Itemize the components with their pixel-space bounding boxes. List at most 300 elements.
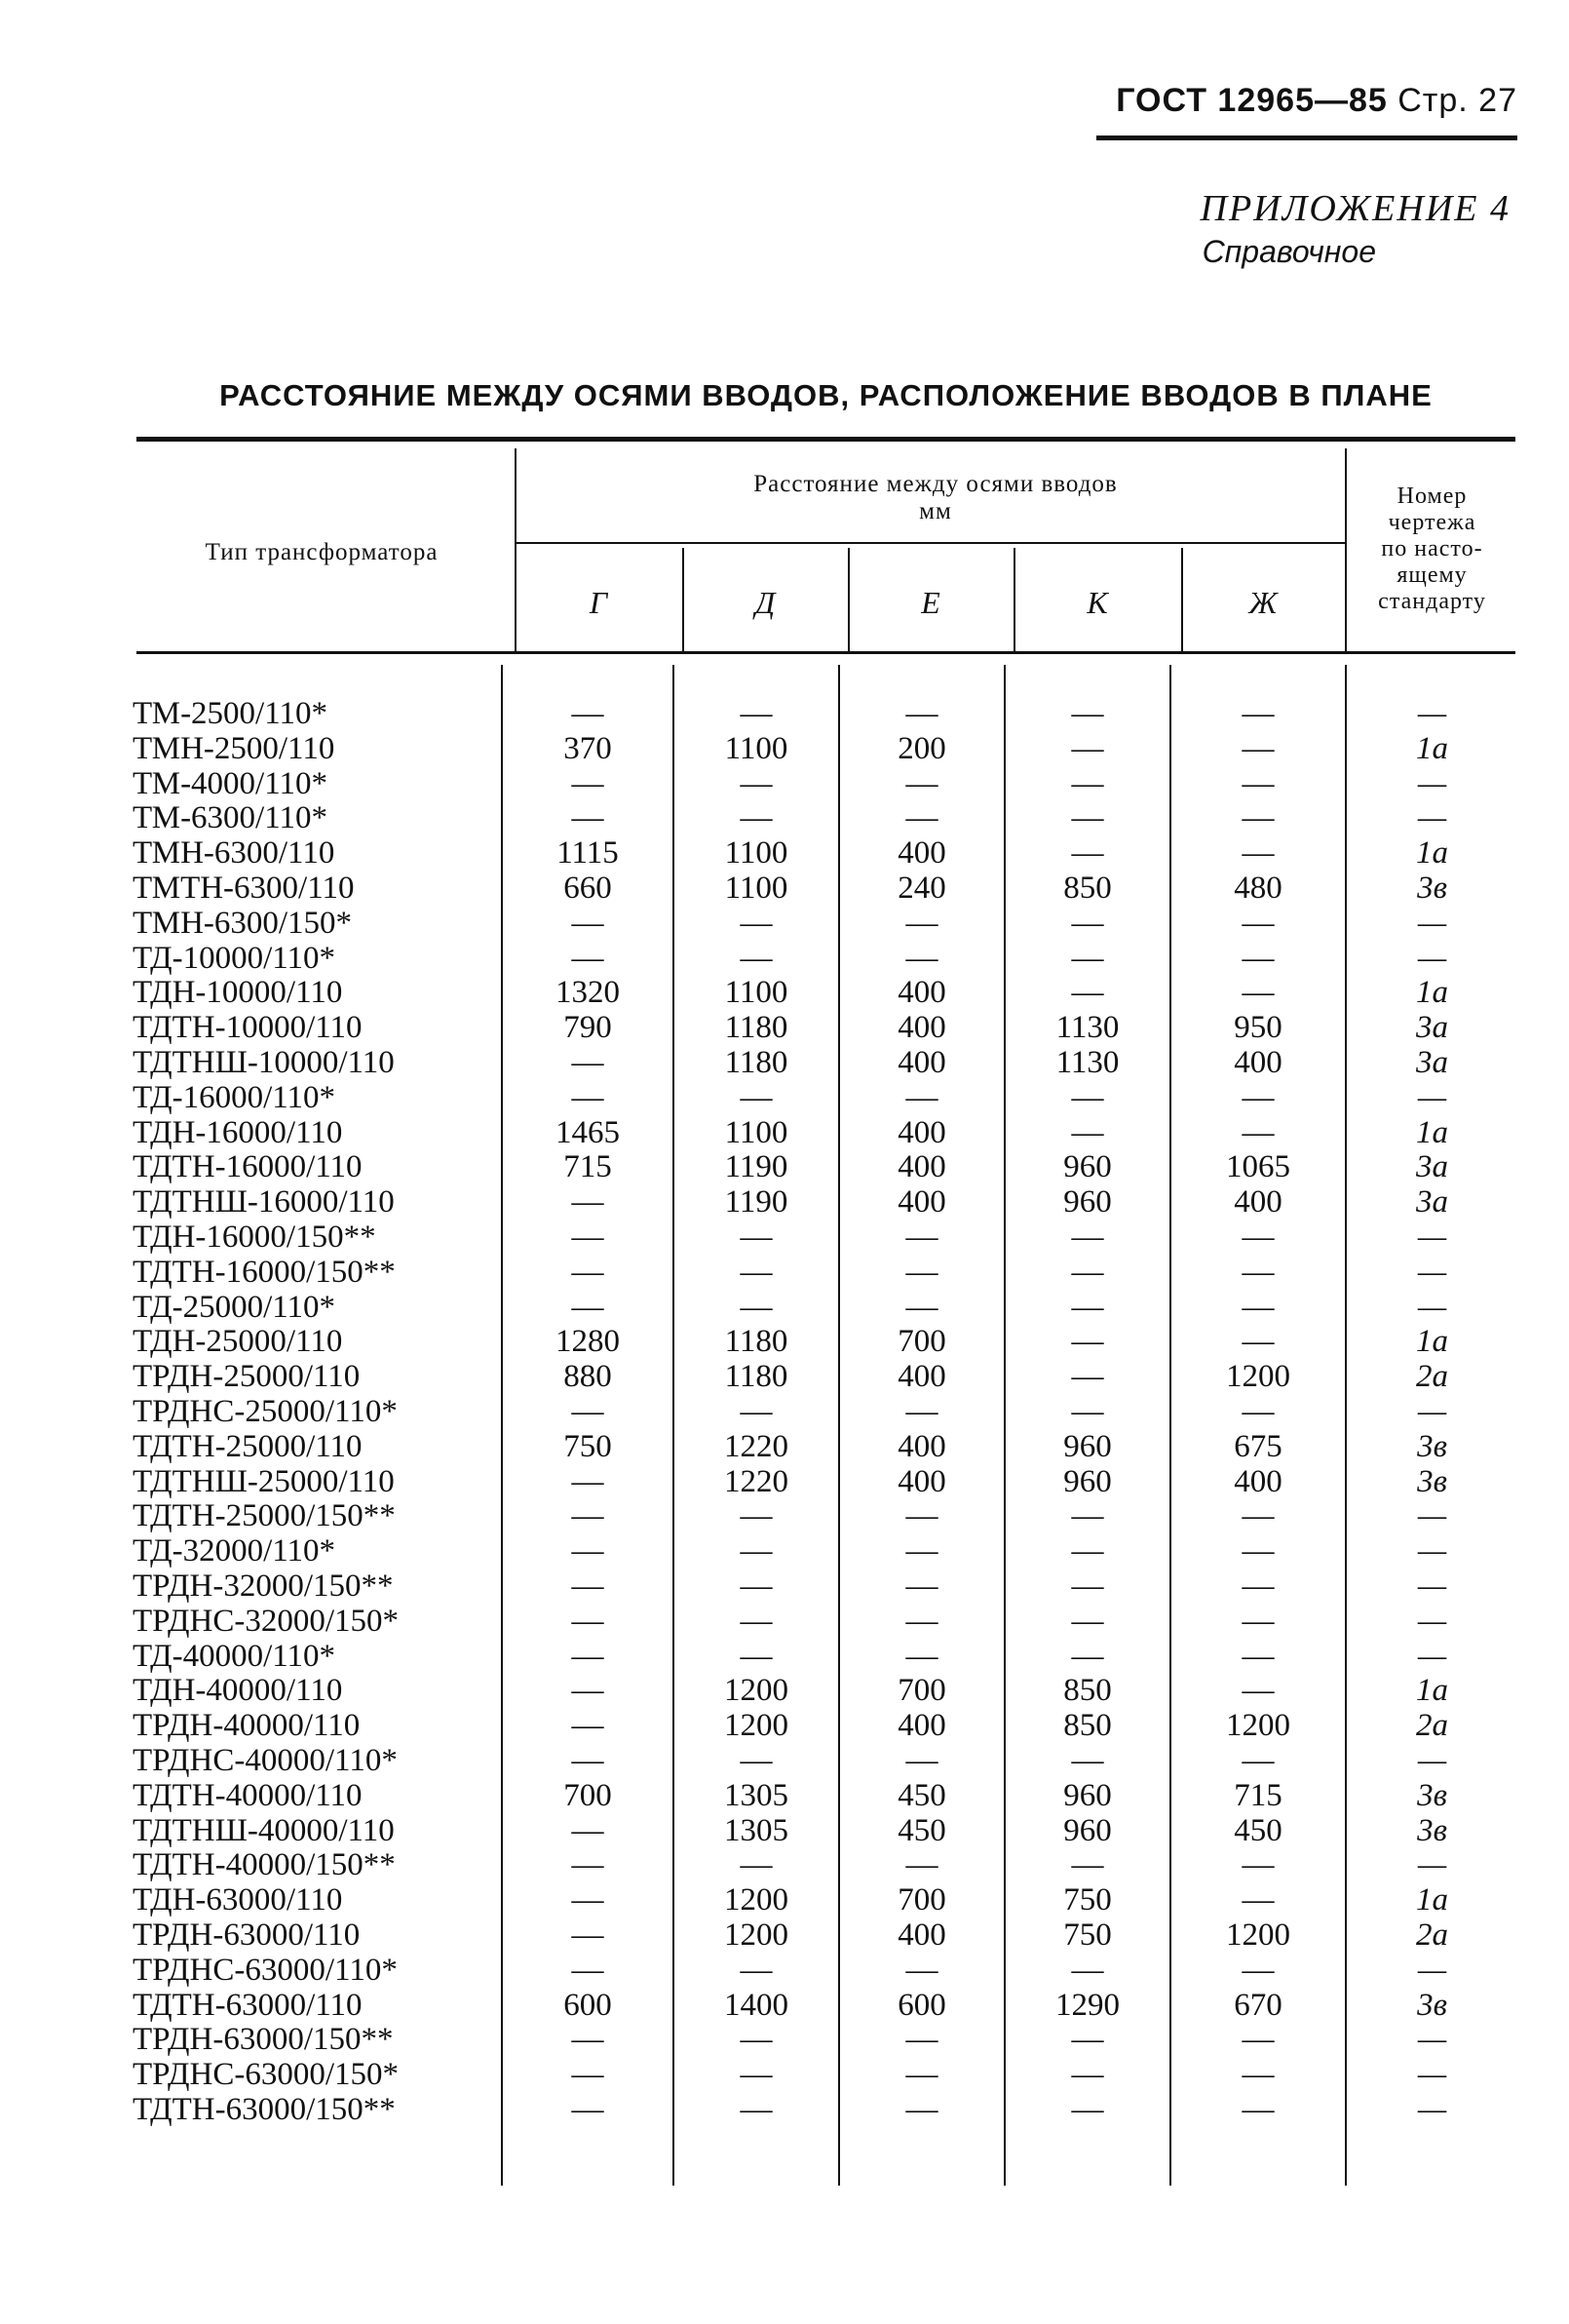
distance-cell: — (1242, 1254, 1275, 1290)
drawing-header-line: Номер (1397, 484, 1468, 509)
distance-cell: — (1071, 905, 1104, 941)
distance-cell: 1180 (724, 1324, 788, 1360)
distance-cell: — (740, 1743, 773, 1778)
distance-cell: 400 (898, 1114, 946, 1150)
transformer-type: ТРДНС-63000/150* (133, 2057, 400, 2093)
distance-cell: 400 (898, 1708, 946, 1744)
drawing-number-cell: 2а (1416, 1917, 1448, 1953)
standard-number: ГОСТ 12965—85 (1116, 82, 1388, 119)
header-vertical-rule (848, 548, 850, 651)
distance-cell: — (1071, 940, 1104, 976)
transformer-type: ТМ-2500/110* (133, 696, 327, 731)
distance-cell: — (1071, 1114, 1104, 1150)
distance-cell: — (1242, 1324, 1275, 1360)
transformer-type: ТДН-63000/110 (133, 1882, 343, 1918)
drawing-number-cell: 3а (1416, 1010, 1448, 1046)
distance-unit: мм (919, 498, 952, 524)
distance-cell: 880 (563, 1359, 612, 1395)
body-vertical-rule (838, 665, 840, 2186)
drawing-number-cell: 1а (1416, 1324, 1448, 1360)
distance-cell: 700 (898, 1673, 946, 1709)
distance-cell: — (571, 1673, 604, 1709)
drawing-number-cell: 2а (1416, 1708, 1448, 1744)
distance-cell: — (1242, 1394, 1275, 1429)
distance-cell: 1200 (1226, 1708, 1290, 1744)
distance-cell: 850 (1063, 1708, 1112, 1744)
distance-cell: 1100 (724, 1114, 788, 1150)
distance-cell: — (1071, 1079, 1104, 1115)
distance-cell: — (1242, 940, 1275, 976)
distance-cell: 790 (563, 1010, 612, 1046)
drawing-header-line: по насто- (1381, 536, 1483, 562)
distance-cell: — (1071, 1847, 1104, 1883)
drawing-number-cell: — (1417, 1743, 1447, 1778)
distance-cell: 1200 (724, 1673, 788, 1709)
distance-cell: — (1071, 1324, 1104, 1360)
distance-cell: 400 (898, 1428, 946, 1464)
distance-cell: 1190 (724, 1149, 788, 1185)
distance-cell: 1065 (1226, 1149, 1290, 1185)
distance-cell: 400 (898, 835, 946, 872)
distance-cell: 670 (1234, 1987, 1282, 2023)
transformer-type: ТДН-25000/110 (133, 1324, 343, 1360)
body-vertical-rule (1345, 665, 1347, 2186)
transformer-type: ТДН-16000/110 (133, 1114, 343, 1150)
distance-cell: — (571, 2022, 604, 2058)
distance-cell: — (740, 1289, 773, 1325)
distance-cell: — (1242, 1882, 1275, 1918)
distance-cell: — (1242, 1220, 1275, 1255)
distance-cell: 1220 (724, 1428, 788, 1464)
distance-cell: 1290 (1055, 1987, 1120, 2023)
distance-cell: 1200 (724, 1708, 788, 1744)
distance-cell: — (1071, 1394, 1104, 1429)
drawing-header-line: чертежа (1388, 510, 1476, 535)
drawing-number-cell: — (1417, 765, 1447, 801)
distance-cell: — (1242, 975, 1275, 1011)
drawing-number-cell: — (1417, 2092, 1447, 2127)
body-vertical-rule (1004, 665, 1006, 2186)
transformer-type: ТДН-10000/110 (133, 975, 343, 1011)
distance-cell: — (571, 800, 604, 836)
distance-cell: 1100 (724, 835, 788, 872)
drawing-number-cell: 3а (1416, 1149, 1448, 1185)
drawing-number-cell: — (1417, 1638, 1447, 1674)
distance-cell: — (905, 696, 938, 731)
distance-cell: 1100 (724, 871, 788, 906)
page-number: Стр. 27 (1397, 82, 1517, 119)
drawing-number-cell: — (1417, 2022, 1447, 2058)
distance-cell: 400 (898, 1184, 946, 1220)
distance-cell: — (571, 1812, 604, 1848)
transformer-type: ТД-40000/110* (133, 1638, 336, 1674)
distance-cell: 400 (898, 975, 946, 1011)
transformer-type: ТДТНШ-40000/110 (133, 1812, 395, 1848)
distance-cell: 1180 (724, 1359, 788, 1395)
drawing-number-cell: 1а (1416, 730, 1448, 766)
distance-cell: 715 (1234, 1777, 1282, 1813)
distance-cell: 1180 (724, 1045, 788, 1080)
transformer-type: ТРДНС-32000/150* (133, 1603, 400, 1639)
drawing-number-cell: — (1417, 800, 1447, 836)
transformer-type: ТРДНС-25000/110* (133, 1394, 398, 1429)
body-vertical-rule (672, 665, 674, 2186)
distance-cell: — (571, 905, 604, 941)
body-vertical-rule (501, 665, 503, 2186)
distance-cell: — (740, 1220, 773, 1255)
drawing-number-cell: 3в (1417, 1463, 1447, 1499)
distance-cell: 1465 (555, 1114, 620, 1150)
distance-cell: — (905, 1394, 938, 1429)
distance-cell: — (571, 1289, 604, 1325)
transformer-type: ТРДНС-40000/110* (133, 1743, 398, 1778)
header-bottom-rule (136, 651, 1515, 654)
header-vertical-rule (1345, 448, 1347, 651)
distance-cell: 1200 (724, 1882, 788, 1918)
distance-cell: — (740, 1569, 773, 1604)
distance-cell: — (1242, 905, 1275, 941)
distance-cell: 960 (1063, 1184, 1112, 1220)
drawing-number-cell: 1а (1416, 975, 1448, 1011)
transformer-type: ТМН-2500/110 (133, 730, 335, 766)
distance-cell: — (1071, 800, 1104, 836)
drawing-number-cell: — (1417, 696, 1447, 731)
distance-cell: 600 (898, 1987, 946, 2023)
distance-cell: — (1071, 1952, 1104, 1988)
distance-cell: — (571, 1708, 604, 1744)
distance-cell: — (571, 1743, 604, 1778)
distance-cell: — (905, 1254, 938, 1290)
distance-cell: 750 (1063, 1882, 1112, 1918)
drawing-number-cell: 1а (1416, 1673, 1448, 1709)
distance-cell: — (1242, 1114, 1275, 1150)
distance-cell: — (740, 2057, 773, 2093)
distance-cell: 400 (898, 1010, 946, 1046)
distance-cell: 400 (898, 1463, 946, 1499)
distance-cell: — (1242, 730, 1275, 766)
distance-cell: — (740, 1533, 773, 1569)
transformer-type: ТД-32000/110* (133, 1533, 336, 1569)
distance-cell: — (740, 1254, 773, 1290)
distance-cell: — (1242, 696, 1275, 731)
distance-cell: 700 (898, 1882, 946, 1918)
distance-cell: — (571, 1498, 604, 1534)
distance-cell: — (905, 1220, 938, 1255)
distance-cell: 400 (898, 1149, 946, 1185)
drawing-number-cell: — (1417, 1394, 1447, 1429)
distance-cell: — (905, 1079, 938, 1115)
drawing-number-cell: — (1417, 1079, 1447, 1115)
drawing-number-cell: 3в (1417, 1812, 1447, 1848)
distance-cell: 850 (1063, 871, 1112, 906)
transformer-type: ТДТН-40000/110 (133, 1777, 363, 1813)
type-column-header: Тип трансформатора (205, 539, 439, 565)
drawing-number-cell: — (1417, 1847, 1447, 1883)
distance-cell: — (571, 1254, 604, 1290)
distance-cell: — (1071, 696, 1104, 731)
distance-cell: — (1071, 2092, 1104, 2127)
transformer-type: ТДТН-25000/150** (133, 1498, 396, 1534)
distance-cell: — (905, 940, 938, 976)
drawing-number-cell: 1а (1416, 835, 1448, 872)
drawing-number-cell: 2а (1416, 1359, 1448, 1395)
distance-cell: — (740, 1847, 773, 1883)
transformer-type: ТДН-16000/150** (133, 1220, 376, 1255)
transformer-type: ТРДН-63000/150** (133, 2022, 394, 2058)
distance-cell: — (1071, 835, 1104, 872)
distance-cell: — (571, 1603, 604, 1639)
distance-cell: 1280 (555, 1324, 620, 1360)
distance-cell: — (905, 905, 938, 941)
distance-cell: — (1242, 1952, 1275, 1988)
drawing-number-cell: 3а (1416, 1045, 1448, 1080)
distance-cell: 1115 (556, 835, 619, 872)
distance-cell: — (905, 800, 938, 836)
distance-cell: — (1242, 1569, 1275, 1604)
distance-cell: — (1071, 1220, 1104, 1255)
distance-cell: — (740, 2022, 773, 2058)
transformer-type: ТД-16000/110* (133, 1079, 336, 1115)
distance-cell: 450 (898, 1812, 946, 1848)
drawing-number-cell: 3в (1417, 871, 1447, 906)
distance-cell: — (571, 1917, 604, 1953)
body-vertical-rule (1169, 665, 1171, 2186)
distance-cell: 200 (898, 730, 946, 766)
distance-cell: — (740, 1603, 773, 1639)
distance-cell: — (571, 696, 604, 731)
distance-cell: — (1071, 975, 1104, 1011)
drawing-number-cell: 1а (1416, 1114, 1448, 1150)
distance-cell: 1180 (724, 1010, 788, 1046)
distance-cell: — (905, 765, 938, 801)
distance-cell: — (1242, 835, 1275, 872)
transformer-type: ТДТН-25000/110 (133, 1428, 363, 1464)
transformer-type: ТДТНШ-10000/110 (133, 1045, 395, 1080)
drawing-number-cell: — (1417, 1533, 1447, 1569)
distance-cell: — (905, 1533, 938, 1569)
transformer-type: ТДТНШ-16000/110 (133, 1184, 395, 1220)
distance-cell: 400 (1234, 1045, 1282, 1080)
title-rule (136, 437, 1515, 442)
drawing-number-cell: 1а (1416, 1882, 1448, 1918)
drawing-number-cell: 3в (1417, 1428, 1447, 1464)
transformer-type: ТДТНШ-25000/110 (133, 1463, 395, 1499)
transformer-type: ТД-10000/110* (133, 940, 336, 976)
distance-cell: — (905, 1638, 938, 1674)
distance-cell: — (1242, 800, 1275, 836)
document-title: РАССТОЯНИЕ МЕЖДУ ОСЯМИ ВВОДОВ, РАСПОЛОЖЕНИЕ ВВОДОВ В ПЛАНЕ (219, 378, 1433, 412)
distance-cell: — (1242, 2092, 1275, 2127)
drawing-number-cell: 3в (1417, 1987, 1447, 2023)
distance-cell: — (1242, 2022, 1275, 2058)
distance-cell: 700 (898, 1324, 946, 1360)
distance-cell: — (571, 1882, 604, 1918)
distance-cell: — (1071, 2022, 1104, 2058)
transformer-type: ТРДН-32000/150** (133, 1569, 394, 1604)
drawing-header-line: стандарту (1378, 589, 1486, 614)
distance-cell: — (1242, 1498, 1275, 1534)
distance-cell: 750 (1063, 1917, 1112, 1953)
distance-cell: — (740, 1952, 773, 1988)
distance-cell: — (1242, 1079, 1275, 1115)
drawing-number-cell: — (1417, 1254, 1447, 1290)
distance-cell: — (1242, 1847, 1275, 1883)
distance-cell: — (1071, 1498, 1104, 1534)
drawing-number-cell: — (1417, 1569, 1447, 1604)
drawing-number-cell: — (1417, 2057, 1447, 2093)
distance-cell: — (1071, 2057, 1104, 2093)
transformer-type: ТРДН-25000/110 (133, 1359, 361, 1395)
distance-cell: — (571, 1394, 604, 1429)
drawing-number-cell: — (1417, 1220, 1447, 1255)
distance-cell: — (1242, 1743, 1275, 1778)
transformer-type: ТДТН-10000/110 (133, 1010, 363, 1046)
distance-cell: 660 (563, 871, 612, 906)
distance-cell: — (740, 1079, 773, 1115)
distance-cell: — (740, 1394, 773, 1429)
transformer-type: ТРДНС-63000/110* (133, 1952, 398, 1988)
distance-cell: 480 (1234, 871, 1282, 906)
distance-cell: — (571, 1220, 604, 1255)
distance-cell: 450 (1234, 1812, 1282, 1848)
distance-cell: — (740, 940, 773, 976)
transformer-type: ТРДН-40000/110 (133, 1708, 361, 1744)
distance-cell: — (1071, 1533, 1104, 1569)
drawing-number-cell: — (1417, 1952, 1447, 1988)
distance-cell: — (571, 2092, 604, 2127)
distance-cell: — (905, 2092, 938, 2127)
distance-cell: 750 (563, 1428, 612, 1464)
distance-cell: — (1071, 1254, 1104, 1290)
distance-cell: 1305 (724, 1777, 788, 1813)
distance-cell: — (1242, 1603, 1275, 1639)
distance-cell: — (1071, 1359, 1104, 1395)
distance-cell: — (571, 1952, 604, 1988)
distance-cell: — (740, 765, 773, 801)
distance-cell: — (571, 1569, 604, 1604)
distance-cell: 1100 (724, 975, 788, 1011)
distance-cell: 370 (563, 730, 612, 766)
distance-cell: — (1071, 1603, 1104, 1639)
distance-cell: — (1242, 1533, 1275, 1569)
distance-cell: 960 (1063, 1149, 1112, 1185)
appendix-title: ПРИЛОЖЕНИЕ 4 (1200, 188, 1511, 229)
distance-cell: 240 (898, 871, 946, 906)
distance-cell: 675 (1234, 1428, 1282, 1464)
distance-cell: — (905, 1289, 938, 1325)
distance-cell: 400 (1234, 1184, 1282, 1220)
distance-cell: 960 (1063, 1428, 1112, 1464)
distance-cell: — (571, 1079, 604, 1115)
distance-cell: — (571, 2057, 604, 2093)
distance-cell: 400 (898, 1045, 946, 1080)
transformer-type: ТДТН-16000/150** (133, 1254, 396, 1290)
distance-cell: — (571, 1533, 604, 1569)
distance-cell: 960 (1063, 1812, 1112, 1848)
header-vertical-rule (515, 448, 517, 651)
distance-cell: — (905, 2022, 938, 2058)
transformer-type: ТД-25000/110* (133, 1289, 336, 1325)
distance-cell: — (905, 1498, 938, 1534)
distance-cell: — (1071, 730, 1104, 766)
distance-cell: 1200 (1226, 1917, 1290, 1953)
distance-cell: 1130 (1055, 1010, 1120, 1046)
distance-cell: — (905, 1847, 938, 1883)
distance-cell: — (905, 1569, 938, 1604)
transformer-type: ТДТН-63000/150** (133, 2092, 396, 2127)
distance-cell: — (1071, 765, 1104, 801)
distance-cell: 1100 (724, 730, 788, 766)
column-header-5: Ж (1248, 585, 1278, 620)
transformer-type: ТМН-6300/110 (133, 835, 335, 872)
distance-cell: 1190 (724, 1184, 788, 1220)
distance-header: Расстояние между осями вводов (753, 471, 1118, 497)
distance-cell: 1400 (724, 1987, 788, 2023)
column-header-2: Д (754, 585, 776, 620)
distance-cell: 950 (1234, 1010, 1282, 1046)
appendix-subtitle: Справочное (1202, 234, 1376, 269)
drawing-number-cell: — (1417, 1289, 1447, 1325)
transformer-type: ТРДН-63000/110 (133, 1917, 361, 1953)
drawing-number-cell: — (1417, 1498, 1447, 1534)
transformer-type: ТДТН-40000/150** (133, 1847, 396, 1883)
distance-cell: — (571, 1638, 604, 1674)
distance-cell: — (740, 2092, 773, 2127)
drawing-number-cell: — (1417, 940, 1447, 976)
distance-cell: — (1071, 1638, 1104, 1674)
transformer-type: ТДТН-16000/110 (133, 1149, 363, 1185)
transformer-type: ТМН-6300/150* (133, 905, 353, 941)
column-header-3: Е (921, 585, 940, 620)
distance-cell: — (905, 2057, 938, 2093)
distance-cell: 700 (563, 1777, 612, 1813)
distance-cell: 850 (1063, 1673, 1112, 1709)
distance-cell: 960 (1063, 1463, 1112, 1499)
header-vertical-rule (1181, 548, 1183, 651)
distance-cell: — (740, 905, 773, 941)
distance-cell: 400 (898, 1917, 946, 1953)
column-header-1: Г (589, 585, 608, 620)
distance-cell: — (571, 1045, 604, 1080)
distance-cell: — (740, 1638, 773, 1674)
transformer-type: ТДН-40000/110 (133, 1673, 343, 1709)
drawing-number-cell: — (1417, 905, 1447, 941)
drawing-number-cell: 3а (1416, 1184, 1448, 1220)
distance-cell: — (740, 1498, 773, 1534)
distance-cell: 1305 (724, 1812, 788, 1848)
distance-cell: — (1242, 1289, 1275, 1325)
subheader-rule (515, 542, 1345, 544)
distance-cell: — (571, 940, 604, 976)
distance-cell: — (905, 1952, 938, 1988)
distance-cell: — (1242, 2057, 1275, 2093)
distance-cell: 400 (898, 1359, 946, 1395)
distance-cell: — (740, 800, 773, 836)
distance-cell: — (1242, 1638, 1275, 1674)
column-header-4: К (1087, 585, 1108, 620)
header-vertical-rule (682, 548, 684, 651)
transformer-type: ТМ-4000/110* (133, 765, 327, 801)
distance-cell: — (571, 1847, 604, 1883)
distance-cell: — (1071, 1289, 1104, 1325)
distance-cell: 600 (563, 1987, 612, 2023)
transformer-type: ТМ-6300/110* (133, 800, 327, 836)
distance-cell: — (571, 765, 604, 801)
distance-cell: — (571, 1463, 604, 1499)
drawing-number-cell: — (1417, 1603, 1447, 1639)
distance-cell: 715 (563, 1149, 612, 1185)
distance-cell: 1320 (555, 975, 620, 1011)
